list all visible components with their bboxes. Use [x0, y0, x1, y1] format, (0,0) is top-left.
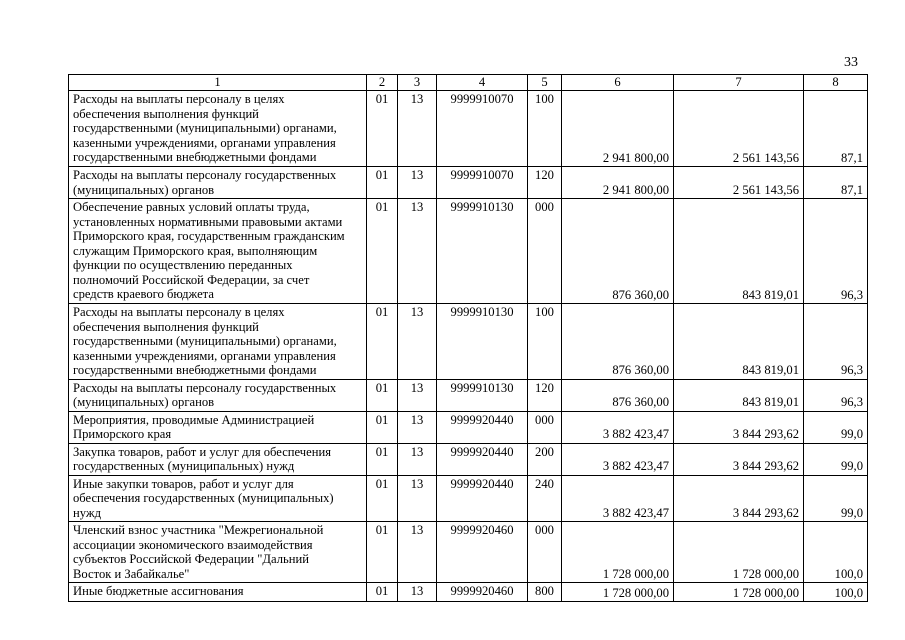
column-header-7: 7: [674, 75, 804, 91]
expense-type-code: 100: [528, 91, 562, 167]
assigned-amount: 876 360,00: [562, 199, 674, 304]
target-article-code: 9999920460: [437, 583, 528, 602]
target-article-code: 9999910130: [437, 379, 528, 411]
subsection-code: 13: [398, 411, 437, 443]
row-description: Обеспечение равных условий оплаты труда, установленных нормативными правовыми актами Приморского края, государственным гражданским служащим Приморского края, выполняющим функции по осуществлению переданных полномочий Российской Федерации, за счет средств краевого бюджета: [69, 199, 367, 304]
execution-percent: 96,3: [804, 199, 868, 304]
executed-amount: 1 728 000,00: [674, 522, 804, 583]
row-description: Мероприятия, проводимые Администрацией Приморского края: [69, 411, 367, 443]
subsection-code: 13: [398, 379, 437, 411]
expense-type-code: 100: [528, 304, 562, 380]
target-article-code: 9999910130: [437, 199, 528, 304]
assigned-amount: 2 941 800,00: [562, 167, 674, 199]
budget-table: [68, 74, 868, 602]
expense-type-code: 800: [528, 583, 562, 602]
executed-amount: 1 728 000,00: [674, 583, 804, 602]
row-description: Расходы на выплаты персоналу в целях обеспечения выполнения функций государственными (муниципальными) органами, казенными учреждениями, органами управления государственными внебюджетными фондами: [69, 91, 367, 167]
expense-type-code: 000: [528, 522, 562, 583]
expense-type-code: 000: [528, 411, 562, 443]
subsection-code: 13: [398, 443, 437, 475]
expense-type-code: 200: [528, 443, 562, 475]
target-article-code: 9999910070: [437, 167, 528, 199]
column-header-6: 6: [562, 75, 674, 91]
expense-type-code: 120: [528, 167, 562, 199]
section-code: 01: [367, 583, 398, 602]
execution-percent: 96,3: [804, 379, 868, 411]
column-header-3: 3: [398, 75, 437, 91]
column-header-2: 2: [367, 75, 398, 91]
section-code: 01: [367, 91, 398, 167]
assigned-amount: 3 882 423,47: [562, 443, 674, 475]
executed-amount: 2 561 143,56: [674, 91, 804, 167]
target-article-code: 9999920440: [437, 443, 528, 475]
assigned-amount: 2 941 800,00: [562, 91, 674, 167]
table-row: [69, 91, 868, 167]
row-description: Расходы на выплаты персоналу государственных (муниципальных) органов: [69, 379, 367, 411]
section-code: 01: [367, 199, 398, 304]
executed-amount: 2 561 143,56: [674, 167, 804, 199]
row-description: Иные закупки товаров, работ и услуг для обеспечения государственных (муниципальных) нужд: [69, 475, 367, 522]
table-row: [69, 411, 868, 443]
table-row: [69, 304, 868, 380]
subsection-code: 13: [398, 199, 437, 304]
target-article-code: 9999910130: [437, 304, 528, 380]
subsection-code: 13: [398, 304, 437, 380]
target-article-code: 9999920440: [437, 475, 528, 522]
target-article-code: 9999920440: [437, 411, 528, 443]
assigned-amount: 876 360,00: [562, 379, 674, 411]
expense-type-code: 000: [528, 199, 562, 304]
table-row: [69, 443, 868, 475]
expense-type-code: 120: [528, 379, 562, 411]
execution-percent: 96,3: [804, 304, 868, 380]
table-row: [69, 475, 868, 522]
section-code: 01: [367, 304, 398, 380]
target-article-code: 9999910070: [437, 91, 528, 167]
assigned-amount: 876 360,00: [562, 304, 674, 380]
execution-percent: 100,0: [804, 583, 868, 602]
table-row: [69, 199, 868, 304]
section-code: 01: [367, 379, 398, 411]
section-code: 01: [367, 522, 398, 583]
page-number: 33: [844, 55, 858, 70]
target-article-code: 9999920460: [437, 522, 528, 583]
row-description: Расходы на выплаты персоналу государственных (муниципальных) органов: [69, 167, 367, 199]
section-code: 01: [367, 167, 398, 199]
row-description: Иные бюджетные ассигнования: [69, 583, 367, 602]
row-description: Расходы на выплаты персоналу в целях обеспечения выполнения функций государственными (муниципальными) органами, казенными учреждениями, органами управления государственными внебюджетными фондами: [69, 304, 367, 380]
header-row: [69, 75, 868, 91]
subsection-code: 13: [398, 475, 437, 522]
column-header-5: 5: [528, 75, 562, 91]
section-code: 01: [367, 411, 398, 443]
execution-percent: 87,1: [804, 167, 868, 199]
assigned-amount: 3 882 423,47: [562, 475, 674, 522]
section-code: 01: [367, 475, 398, 522]
execution-percent: 99,0: [804, 411, 868, 443]
table-row: [69, 167, 868, 199]
executed-amount: 3 844 293,62: [674, 475, 804, 522]
subsection-code: 13: [398, 522, 437, 583]
assigned-amount: 3 882 423,47: [562, 411, 674, 443]
executed-amount: 3 844 293,62: [674, 443, 804, 475]
table-row: [69, 522, 868, 583]
table-row: [69, 583, 868, 602]
execution-percent: 100,0: [804, 522, 868, 583]
execution-percent: 87,1: [804, 91, 868, 167]
execution-percent: 99,0: [804, 475, 868, 522]
row-description: Членский взнос участника "Межрегиональной ассоциации экономического взаимодействия субъектов Российской Федерации "Дальний Восток и Забайкалье": [69, 522, 367, 583]
column-header-4: 4: [437, 75, 528, 91]
subsection-code: 13: [398, 583, 437, 602]
table-row: [69, 379, 868, 411]
executed-amount: 3 844 293,62: [674, 411, 804, 443]
assigned-amount: 1 728 000,00: [562, 522, 674, 583]
subsection-code: 13: [398, 167, 437, 199]
executed-amount: 843 819,01: [674, 379, 804, 411]
column-header-1: 1: [69, 75, 367, 91]
executed-amount: 843 819,01: [674, 304, 804, 380]
executed-amount: 843 819,01: [674, 199, 804, 304]
section-code: 01: [367, 443, 398, 475]
expense-type-code: 240: [528, 475, 562, 522]
assigned-amount: 1 728 000,00: [562, 583, 674, 602]
column-header-8: 8: [804, 75, 868, 91]
subsection-code: 13: [398, 91, 437, 167]
execution-percent: 99,0: [804, 443, 868, 475]
row-description: Закупка товаров, работ и услуг для обеспечения государственных (муниципальных) нужд: [69, 443, 367, 475]
